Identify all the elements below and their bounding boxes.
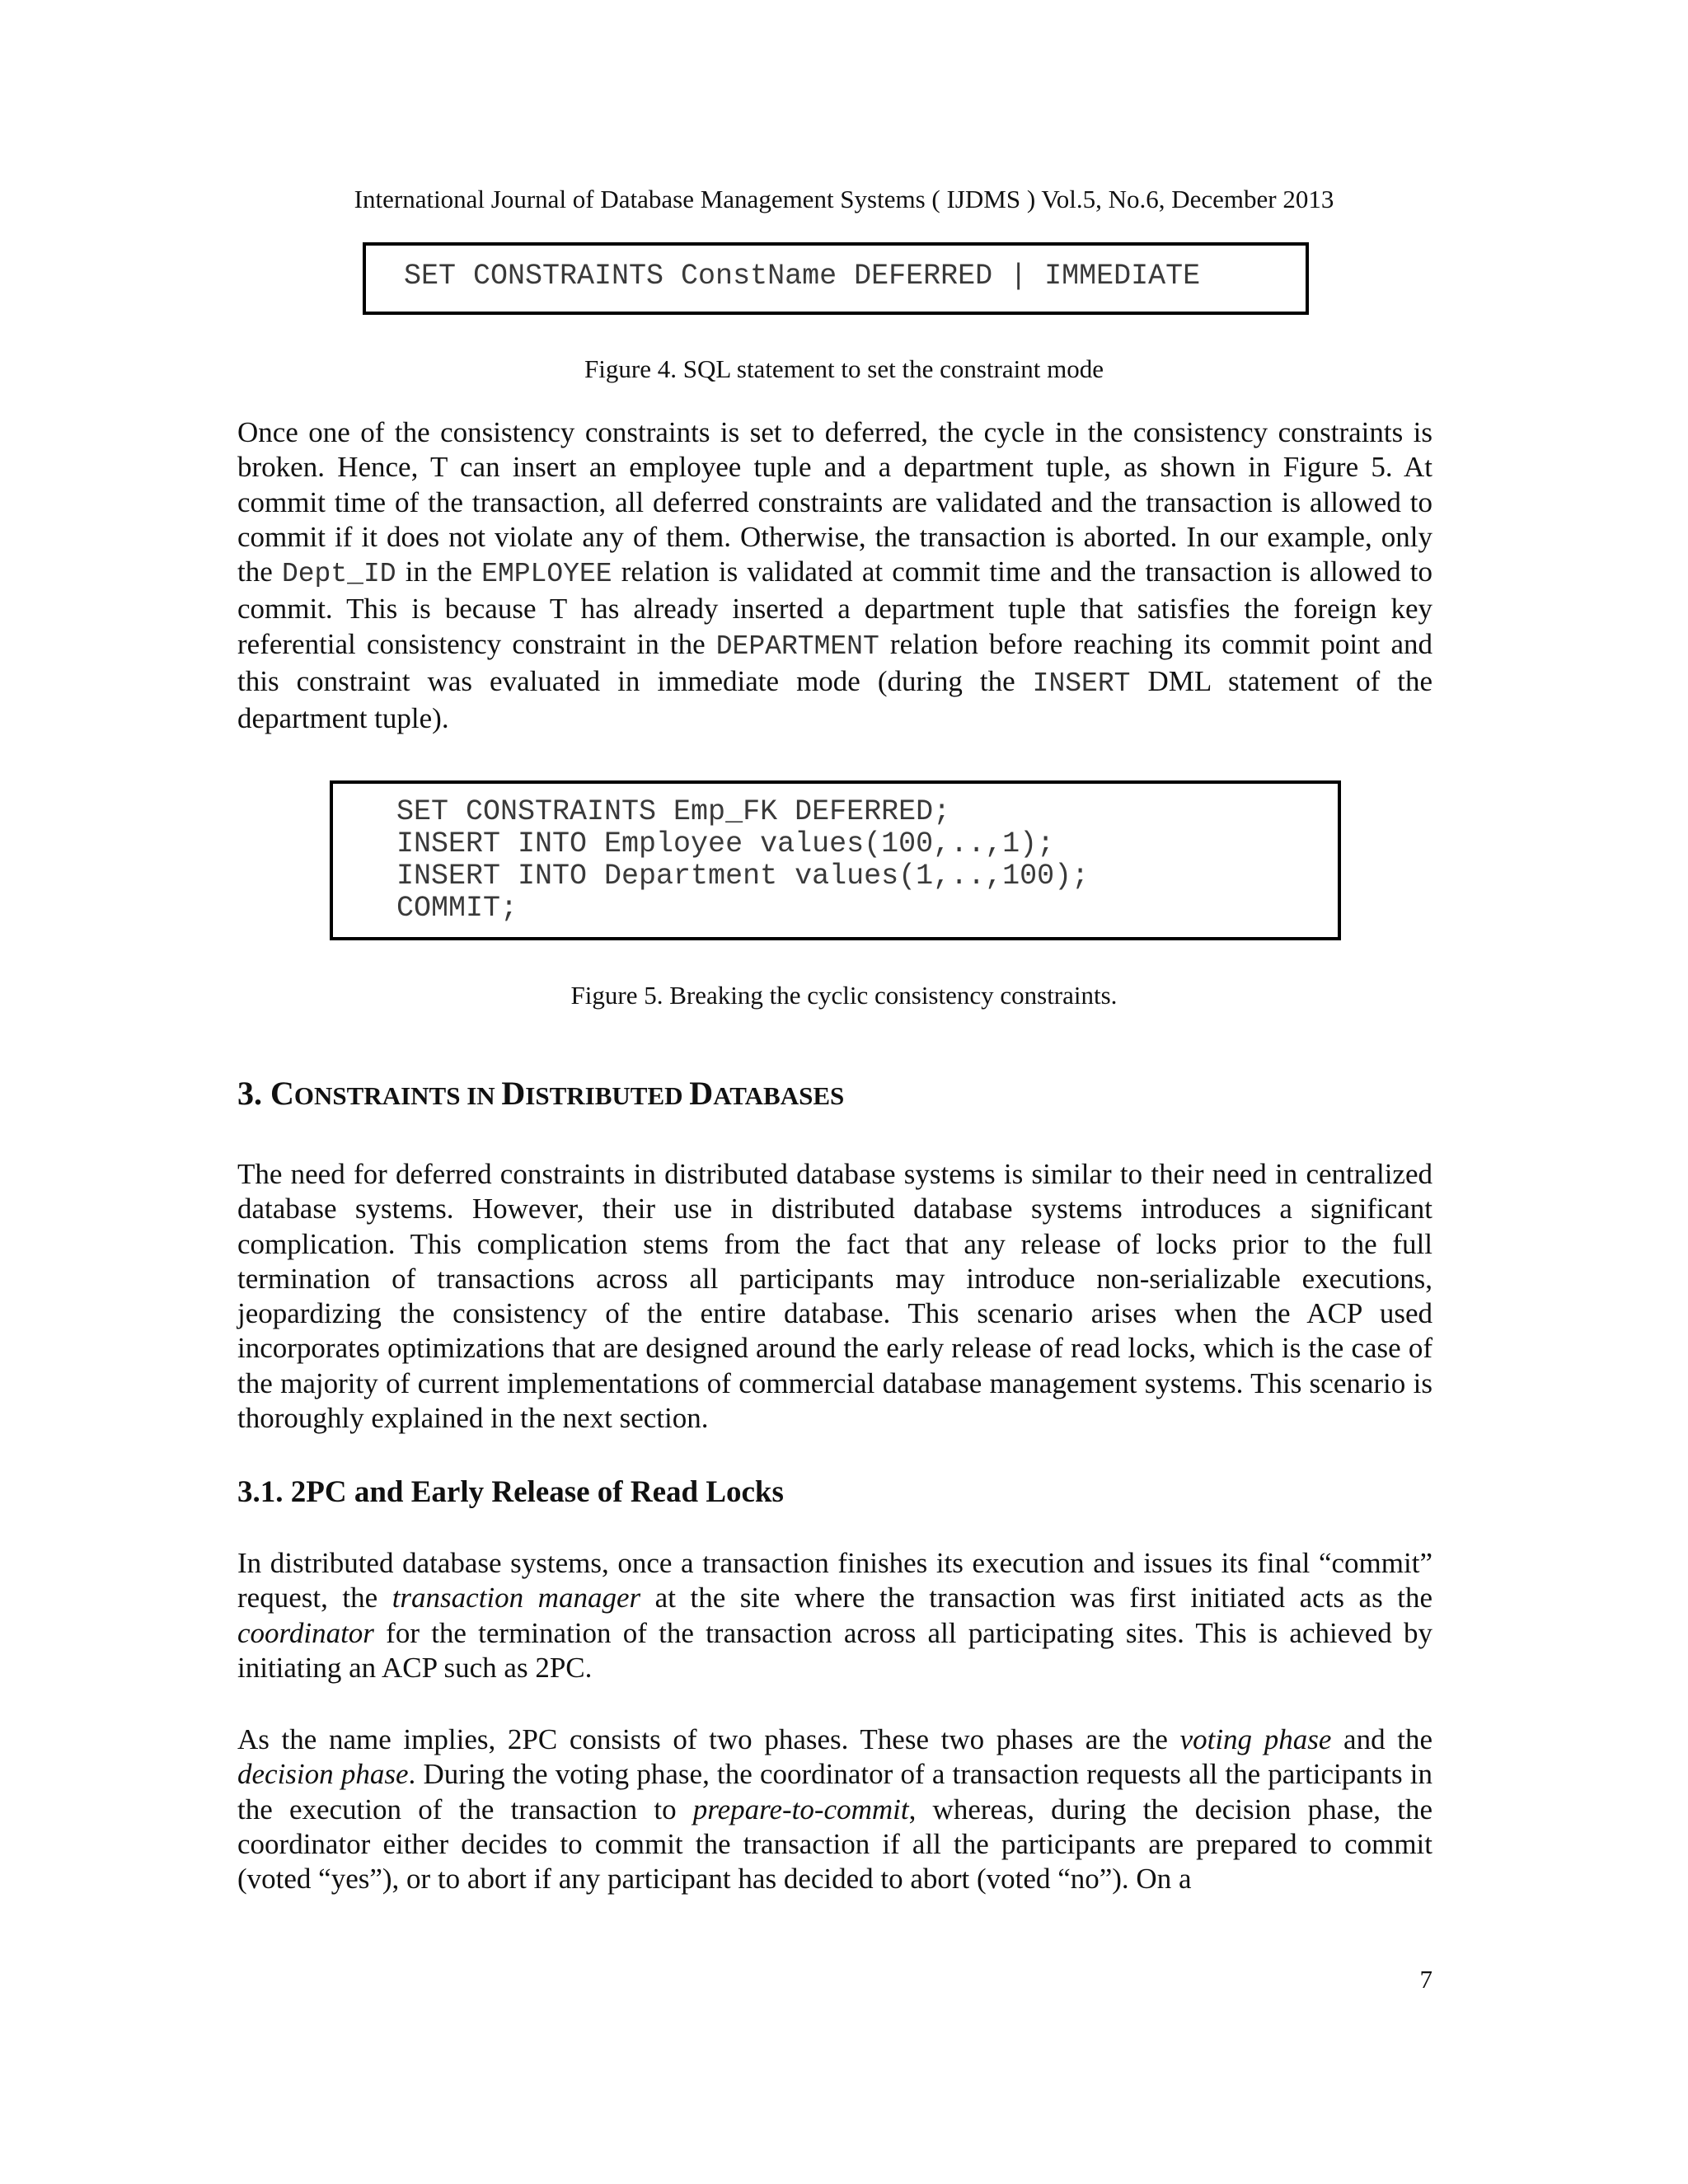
subsection-heading: 3.1. 2PC and Early Release of Read Locks xyxy=(237,1475,784,1509)
text-run: . During the voting phase, the coordinator of a transaction requests all the participants in the execution of the transaction to xyxy=(237,1758,1432,1825)
body-paragraph xyxy=(237,1546,1432,1685)
section-number: 3. xyxy=(237,1075,270,1112)
inline-code: Dept_ID xyxy=(281,559,396,590)
text-run: , whereas, during the decision phase, the coordinator either decides to commit the transaction if all the participants are prepared to commit (voted “yes”), or to abort if any participant has decided to abort (voted “no”). On a xyxy=(237,1793,1432,1896)
running-header: International Journal of Database Management Systems ( IJDMS ) Vol.5, No.6, December 2013 xyxy=(354,185,1334,213)
code-line: SET CONSTRAINTS Emp_FK DEFERRED; xyxy=(396,795,951,828)
text-run: Once one of the consistency constraints is set to deferred, the cycle in the consistency constraints is broken. Hence, T can insert an employee tuple and a department tuple, as shown in Figure 5. At commit time of the transaction, all deferred constraints are validated and the transaction is allowed to commit if it does not violate any of them. Otherwise, the transaction is aborted. In our example, only the xyxy=(237,416,1432,588)
heading-cap: D xyxy=(501,1075,526,1112)
text-run: DML statement of the department tuple). xyxy=(237,665,1432,735)
text-run: and the xyxy=(1331,1723,1433,1755)
text-run: In distributed database systems, once a transaction finishes its execution and issues its final “commit” request, the xyxy=(237,1547,1432,1615)
inline-code: INSERT xyxy=(1032,668,1131,700)
text-run: relation before reaching its commit point and this constraint was evaluated in immediate mode (during the xyxy=(237,627,1432,698)
italic-term: transaction manager xyxy=(392,1582,641,1615)
body-paragraph xyxy=(237,1722,1432,1896)
heading-smallcaps: ATABASES xyxy=(713,1081,845,1110)
heading-smallcaps: ISTRIBUTED xyxy=(525,1081,690,1110)
text-run: relation is validated at commit time and the transaction is allowed to commit. This is because T has already inserted a department tuple that satisfies the foreign key referential consistency constraint in the xyxy=(237,555,1432,660)
figure-5-caption: Figure 5. Breaking the cyclic consistency constraints. xyxy=(570,981,1118,1010)
figure-5-code-box xyxy=(330,780,1341,940)
code-line: INSERT INTO Employee values(100,..,1); xyxy=(396,827,1055,860)
inline-code: DEPARTMENT xyxy=(715,630,879,662)
italic-term: coordinator xyxy=(237,1616,374,1649)
body-paragraph xyxy=(237,415,1432,737)
inline-code: EMPLOYEE xyxy=(481,559,612,590)
heading-cap: C xyxy=(270,1075,294,1112)
body-paragraph: The need for deferred constraints in distributed database systems is similar to their need in centralized database systems. However, their use in distributed database systems introduces a significant complication. This complication stems from the fact that any release of locks prior to the full termination of transactions across all participants may introduce non-serializable executions, jeopardizing the consistency of the entire database. This scenario arises when the ACP used incorporates optimizations that are designed around the early release of read locks, which is the case of the majority of current implementations of commercial database management systems. This scenario is thoroughly explained in the next section. xyxy=(237,1158,1432,1435)
italic-term: voting phase xyxy=(1179,1723,1332,1755)
heading-smallcaps: ONSTRAINTS IN xyxy=(293,1081,502,1110)
italic-term: decision phase xyxy=(237,1758,409,1791)
text-run: in the xyxy=(396,555,482,588)
section-heading xyxy=(237,1073,844,1117)
text-run: for the termination of the transaction across all participating sites. This is achieved by initiating an ACP such as 2PC. xyxy=(237,1616,1432,1684)
figure-4-caption: Figure 4. SQL statement to set the constraint mode xyxy=(584,354,1104,383)
code-line: SET CONSTRAINTS ConstName DEFERRED | IMMEDIATE xyxy=(404,260,1201,293)
code-line: COMMIT; xyxy=(396,892,518,925)
code-line: INSERT INTO Department values(1,..,100); xyxy=(396,860,1090,893)
text-run: at the site where the transaction was first initiated acts as the xyxy=(640,1582,1432,1615)
figure-4-code-box xyxy=(363,242,1309,315)
italic-term: prepare-to-commit xyxy=(692,1793,909,1825)
page-number: 7 xyxy=(1419,1965,1432,1994)
heading-cap: D xyxy=(689,1075,714,1112)
text-run: As the name implies, 2PC consists of two phases. These two phases are the xyxy=(237,1723,1180,1755)
